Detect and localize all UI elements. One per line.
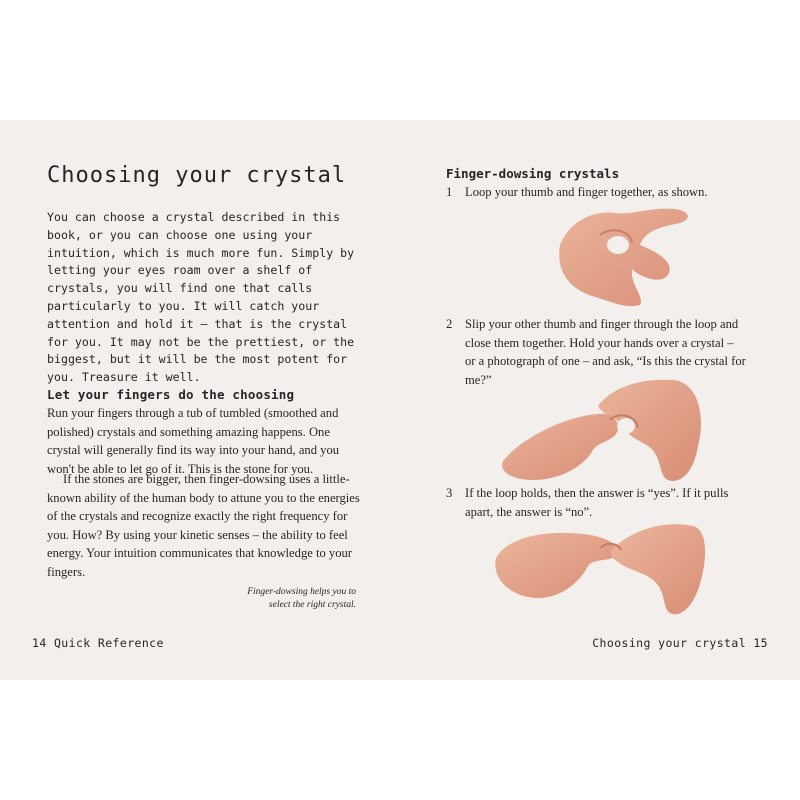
- step-text: If the loop holds, then the answer is “yes”. If it pulls apart, the answer is “no”.: [465, 486, 729, 519]
- right-page-folio: Choosing your crystal 15: [592, 636, 768, 650]
- step-text: Slip your other thumb and finger through the loop and close them together. Hold your hands over a crystal – or a photograph of one – and ask, “Is this the crystal for me?”: [465, 317, 746, 387]
- section-subheading: Let your fingers do the choosing: [47, 387, 295, 402]
- body-paragraph-1: Run your fingers through a tub of tumbled (smoothed and polished) crystals and something amazing happens. One crystal will generally find its way into your hand, and you won't be able to let go of it. This is the stone for you.: [47, 406, 340, 476]
- image-caption: Finger-dowsing helps you to select the right crystal.: [247, 587, 356, 610]
- page-title: Choosing your crystal: [47, 163, 347, 188]
- hand-loop-illustration: [540, 205, 710, 310]
- step-1: [446, 183, 746, 202]
- body-paragraph-2: If the stones are bigger, then finger-dowsing uses a little-known ability of the human body to attune you to the energies of the crystals and recognize exactly the right frequency for you. How? By using your kinetic senses – the ability to feel energy. Your intuition communicates that knowledge to your fingers.: [47, 472, 360, 579]
- step-number: 1: [446, 185, 453, 199]
- intro-paragraph: You can choose a crystal described in this book, or you can choose one using your intuition, which is much more fun. Simply by letting your eyes roam over a shelf of crystals, you will find one that calls particularly to you. It will catch your attention and hold it – that is the crystal for you. It may not be the prettiest, or the biggest, but it will be the most potent for you. Treasure it well.: [47, 210, 355, 385]
- left-page-folio: 14 Quick Reference: [32, 636, 164, 650]
- step-text: Loop your thumb and finger together, as shown.: [465, 185, 708, 199]
- step-number: 2: [446, 317, 453, 331]
- hands-interlocked-illustration: [498, 376, 708, 488]
- steps-heading: Finger-dowsing crystals: [446, 166, 620, 181]
- hands-apart-illustration: [493, 518, 711, 618]
- step-3: [446, 484, 746, 521]
- step-number: 3: [446, 486, 453, 500]
